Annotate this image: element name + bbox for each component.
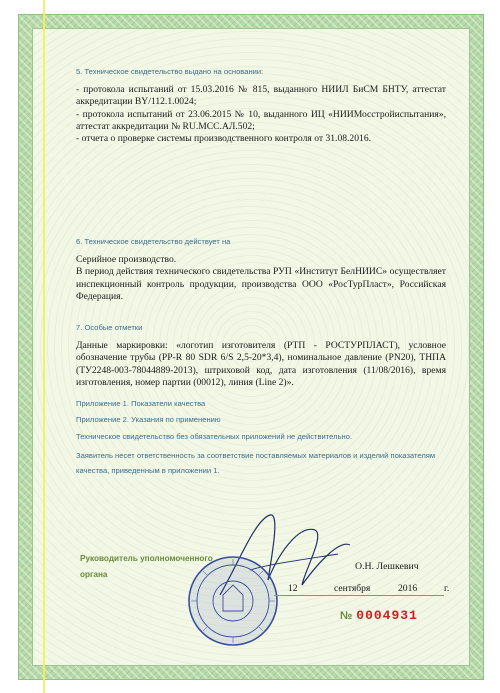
section-7-text: Данные маркировки: «логотип изготовителя (РТП - РОСТУРПЛАСТ), условное обозначение трубы (PP-R 80 SDR 6/S 2,5-20*3,4), номинальное давление (PN20), ТНПА (ТУ2248-003-78044889-2013), штриховой код, дата изготовления (11/08/2016), время изготовления, номер партии (00012), линия (Line 2)». [76, 340, 446, 388]
section-5-item: - отчета о проверке системы производственного контроля от 31.08.2016. [76, 133, 372, 145]
appendix-notes [76, 398, 446, 478]
serial-prefix: № [340, 610, 353, 622]
section-5-item: - протокола испытаний от 23.06.2015 № 10, выданного ИЦ «НИИМосстройиспытания», аттестат аккредитации № RU.МСС.АЛ.502; [76, 108, 446, 132]
section-6-heading: 6. Техническое свидетельство действует на [76, 237, 231, 246]
section-6-item: В период действия технического свидетельства РУП «Институт БелНИИС» осуществляет инспекционный контроль продукции, производства ООО «РосТурПласт», Российская Федерация. [76, 266, 446, 302]
signer-name: О.Н. Лешкевич [355, 561, 419, 572]
signatory-title-line: Руководитель уполномоченного [80, 554, 213, 563]
year-suffix: г. [444, 583, 450, 594]
appendix-note: Приложение 1. Показатели качества [76, 399, 206, 408]
responsibility-note: Заявитель несет ответственность за соответствие поставляемых материалов и изделий показателям качества, приведенным в приложении 1. [76, 451, 436, 475]
signatory-title [80, 551, 213, 583]
section-5-heading: 5. Техническое свидетельство выдано на основании: [76, 67, 264, 76]
date-underline [274, 595, 444, 596]
section-7 [76, 322, 446, 389]
appendix-note: Приложение 2. Указания по применению [76, 415, 221, 424]
highlight-margin-line [43, 0, 45, 693]
issue-day: 12 [288, 583, 298, 594]
section-7-heading: 7. Особые отметки [76, 323, 143, 332]
validity-note: Техническое свидетельство без обязательных приложений не действительно. [76, 432, 353, 441]
section-6-item: Серийное производство. [76, 254, 177, 266]
serial-number [340, 608, 418, 623]
section-5-item: - протокола испытаний от 15.03.2016 № 815, выданного НИИЛ БиСМ БНТУ, аттестат аккредитации BY/112.1.0024; [76, 84, 446, 108]
issue-month: сентября [334, 583, 371, 594]
issue-year: 2016 [398, 583, 418, 594]
serial-value: 0004931 [356, 608, 418, 623]
section-5 [76, 66, 446, 145]
signatory-title-line: органа [80, 570, 108, 579]
section-6 [76, 236, 446, 303]
